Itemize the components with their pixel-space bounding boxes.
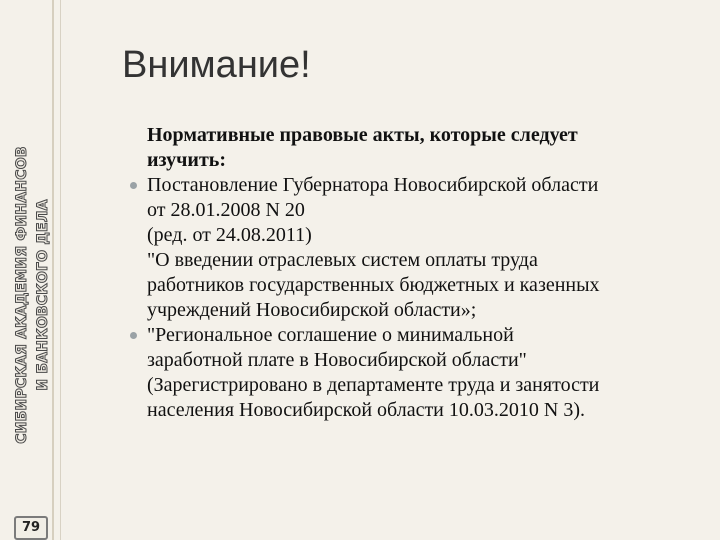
list-item-line: "Региональное соглашение о минимальной [147, 324, 514, 346]
list-item-line: (ред. от 24.08.2011) [147, 224, 312, 246]
list-item [130, 323, 715, 423]
intro-line-1: Нормативные правовые акты, которые следует [147, 124, 578, 146]
sidebar [0, 0, 61, 540]
academy-name-line2: И БАНКОВСКОГО ДЕЛА [35, 199, 51, 391]
list-item-line: (Зарегистрировано в департаменте труда и занятости [147, 374, 600, 396]
list-item-line: заработной плате в Новосибирской области" [147, 349, 527, 371]
list-item [130, 173, 715, 323]
page-number: 79 [14, 516, 48, 540]
academy-name [12, 130, 54, 460]
list-item-line: учреждений Новосибирской области»; [147, 299, 477, 321]
slide-content [130, 123, 715, 423]
intro-line-2: изучить: [147, 149, 227, 171]
intro-heading [147, 123, 715, 173]
bullet-icon [130, 332, 137, 339]
list-item-line: от 28.01.2008 N 20 [147, 199, 305, 221]
bullet-icon [130, 182, 137, 189]
list-item-line: работников государственных бюджетных и казенных [147, 274, 600, 296]
list-item-line: "О введении отраслевых систем оплаты труда [147, 249, 538, 271]
academy-name-line1: СИБИРСКАЯ АКАДЕМИЯ ФИНАНСОВ [14, 146, 30, 444]
list-item-line: населения Новосибирской области 10.03.2010 N 3). [147, 399, 585, 421]
list-item-line: Постановление Губернатора Новосибирской области [147, 174, 599, 196]
page-title: Внимание! [122, 44, 311, 86]
